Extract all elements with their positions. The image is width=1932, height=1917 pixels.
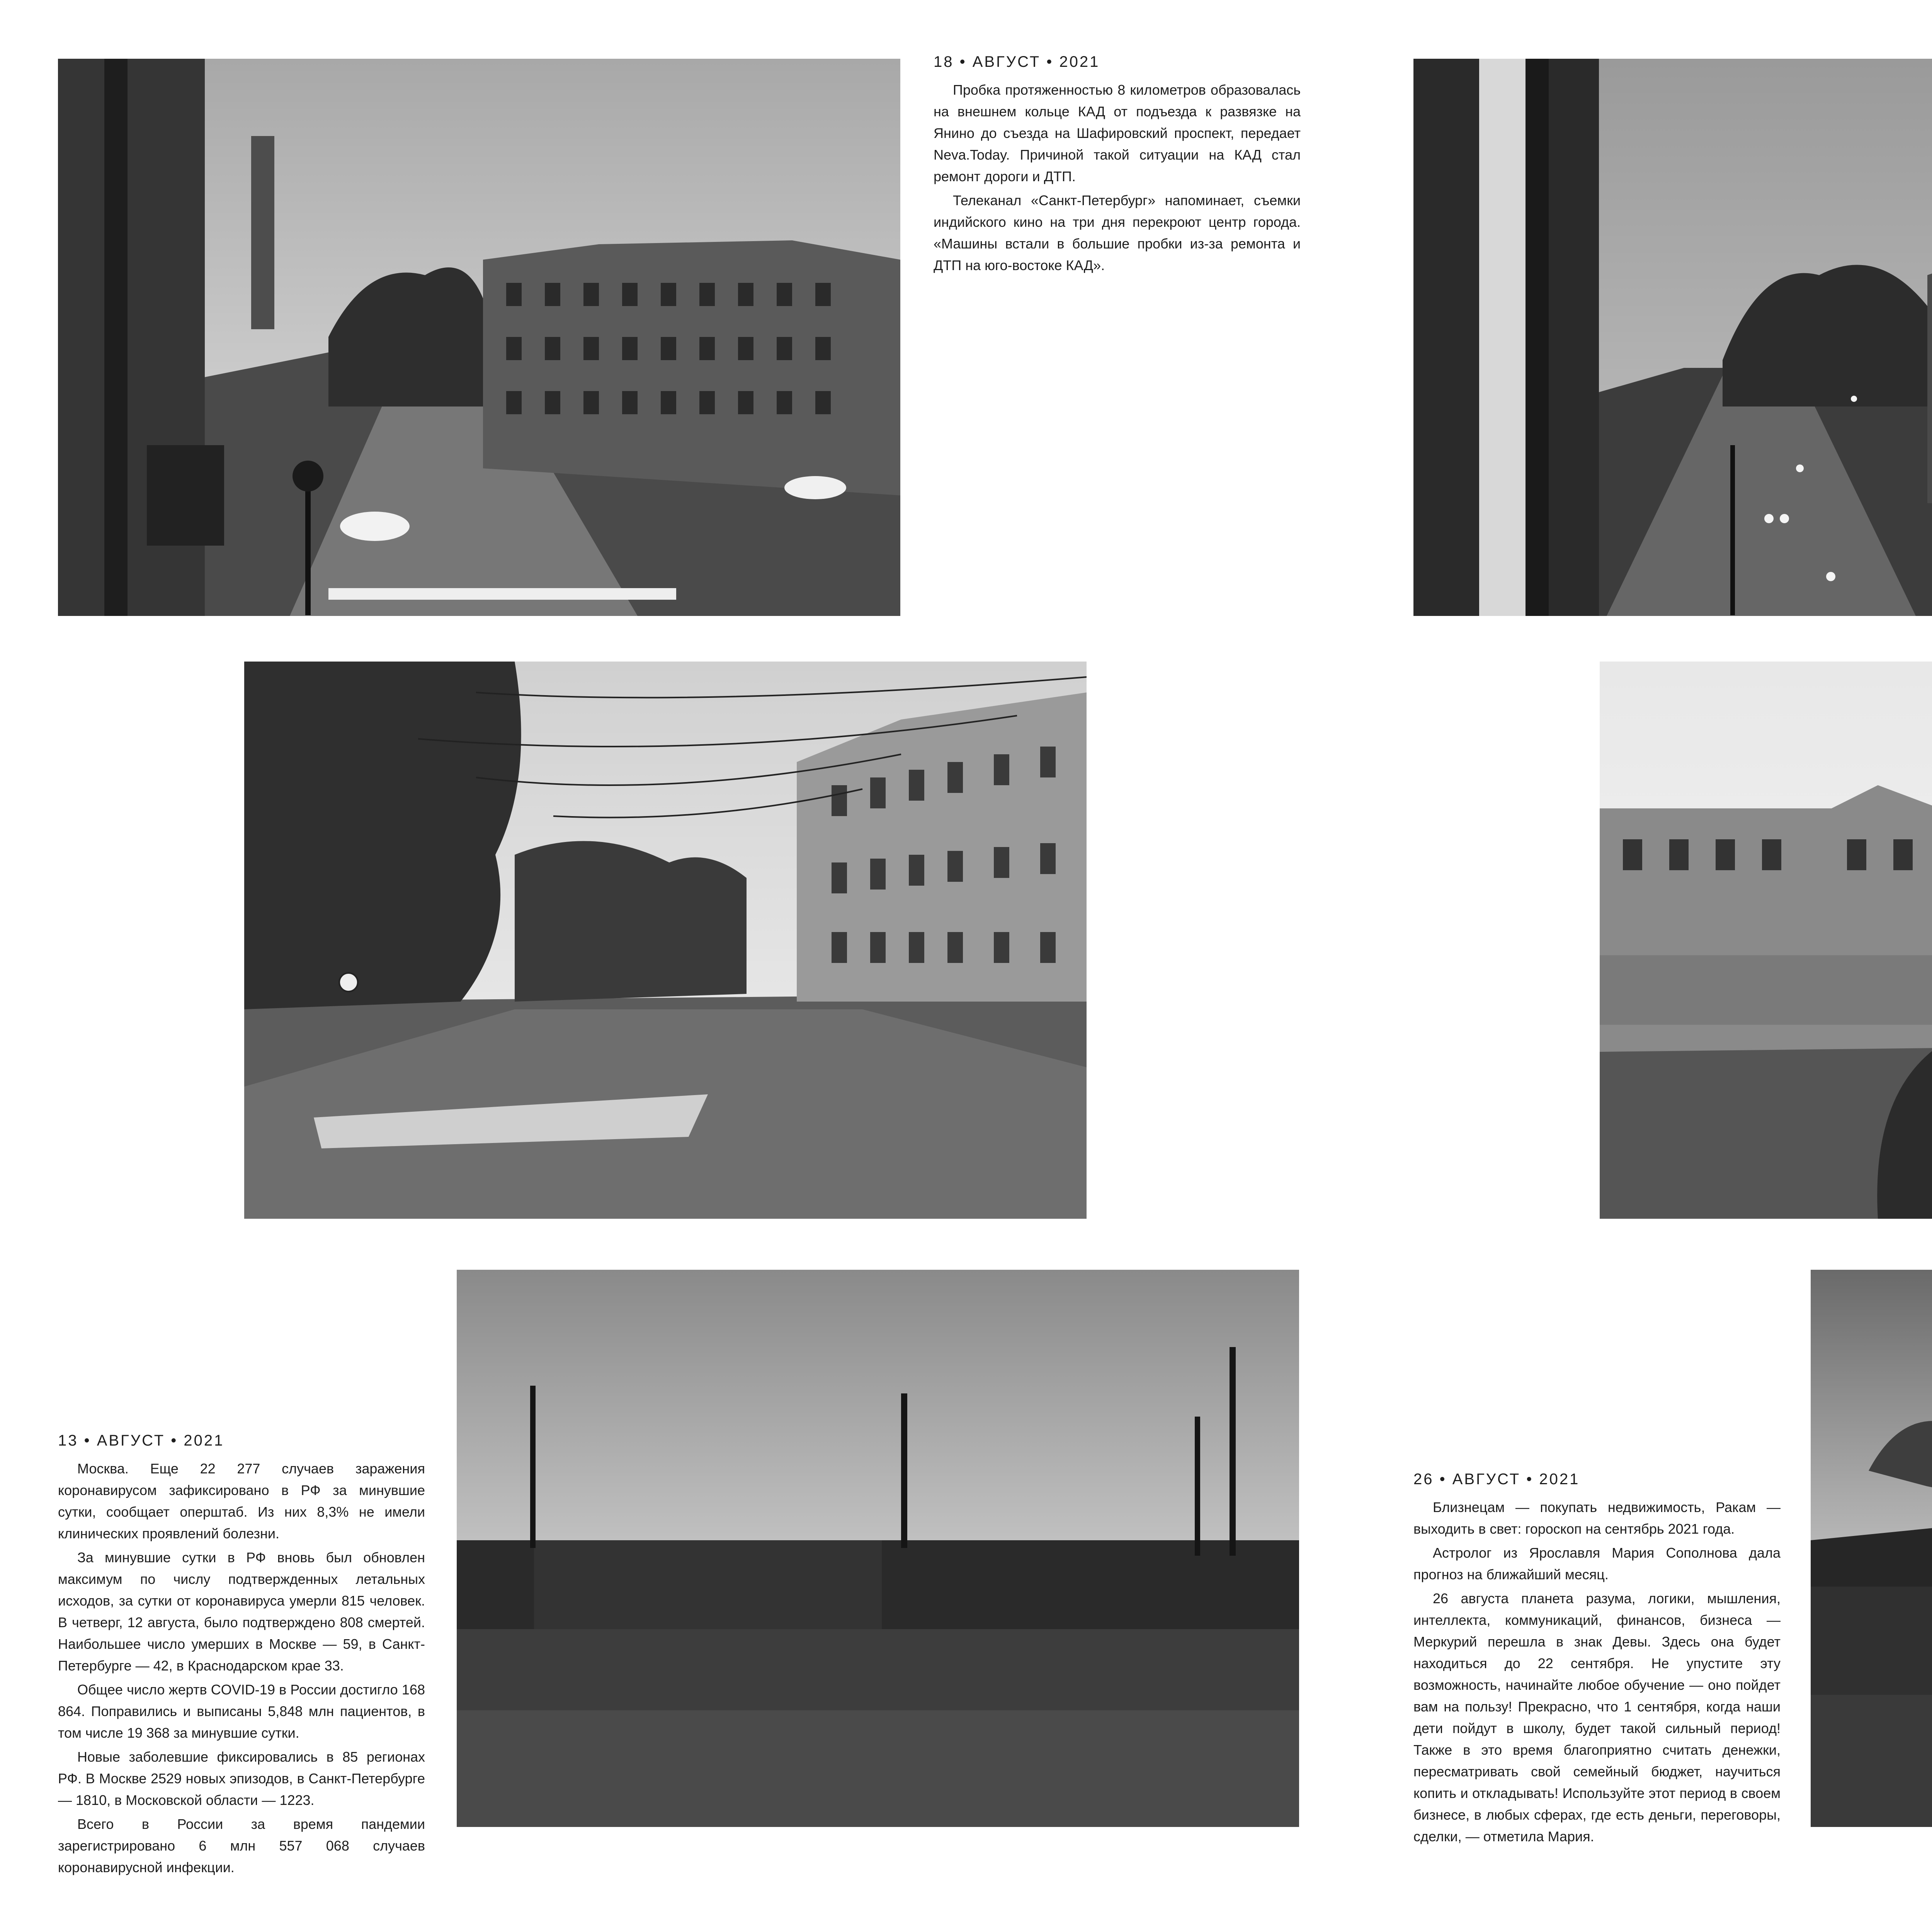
article-date: 18 • АВГУСТ • 2021 (934, 53, 1100, 70)
article-paragraph: Астролог из Ярославля Мария Сополнова дала прогноз на ближайший месяц. (1413, 1545, 1781, 1582)
article-paragraph: Москва. Еще 22 277 случаев заражения коронавирусом зафиксировано в РФ за минувшие сутки, сообщает оперштаб. Из них 8,3% не имели клинических проявлений болезни. (58, 1461, 425, 1541)
photo-trolley-street (244, 662, 1087, 1219)
article-aug-18 (934, 53, 1301, 279)
article-date: 13 • АВГУСТ • 2021 (58, 1432, 224, 1449)
photo-cloudy-courtyard (1811, 1270, 1932, 1827)
article-paragraph: Всего в России за время пандемии зарегистрировано 6 млн 557 068 случаев коронавирусной инфекции. (58, 1816, 425, 1875)
article-paragraph: Общее число жертв COVID-19 в России достигло 168 864. Поправились и выписаны 5,848 млн пациентов, в том числе 19 368 за минувшие сутки. (58, 1682, 425, 1741)
article-paragraph: За минувшие сутки в РФ вновь был обновлен максимум по числу подтвержденных летальных исходов, за сутки от коронавируса умерли 815 человек. В четверг, 12 августа, было подтверждено 808 смертей. Наибольшее число умерших в Москве — 59, в Санкт-Петербурге — 42, в Краснодарском крае 33. (58, 1550, 425, 1674)
photo-street-rain (1413, 59, 1932, 616)
article-paragraph: Пробка протяженностью 8 километров образовалась на внешнем кольце КАД от подъезда к развязке на Янино до съезда на Шафировский проспект, передает Neva.Today. Причиной такой ситуации на КАД стал ремонт дороги и ДТП. (934, 82, 1301, 184)
photo-dusk-poles (457, 1270, 1299, 1827)
photo-buildings-bush (1600, 662, 1932, 1219)
article-paragraph: 26 августа планета разума, логики, мышления, интеллекта, коммуникаций, финансов, бизнеса — Меркурий перешла в знак Девы. Здесь она будет находиться до 22 сентября. Не упустите эту возможность, начинайте любое обучение — оно пойдет вам на пользу! Прекрасно, что 1 сентября, когда наши дети пойдут в школу, будет такой сильный период! Также в это время благоприятно считать денежки, пересматривать свой семейный бюджет, научиться копить и откладывать! Используйте этот период в своем бизнесе, в любых сферах, где есть деньги, переговоры, сделки, — отметила Мария. (1413, 1590, 1781, 1844)
article-paragraph: Близнецам — покупать недвижимость, Ракам — выходить в свет: гороскоп на сентябрь 2021 года. (1413, 1499, 1781, 1537)
article-paragraph: Новые заболевшие фиксировались в 85 регионах РФ. В Москве 2529 новых эпизодов, в Санкт-Петербурге — 1810, в Московской области — 1223. (58, 1749, 425, 1808)
photo-street-sunny (58, 59, 900, 616)
article-paragraph: Телеканал «Санкт-Петербург» напоминает, съемки индийского кино на три дня перекроют центр города. «Машины встали в большие пробки из-за ремонта и ДТП на юго-востоке КАД». (934, 192, 1301, 273)
article-aug-13 (58, 1432, 425, 1881)
article-date: 26 • АВГУСТ • 2021 (1413, 1471, 1580, 1488)
article-aug-26 (1413, 1471, 1781, 1850)
